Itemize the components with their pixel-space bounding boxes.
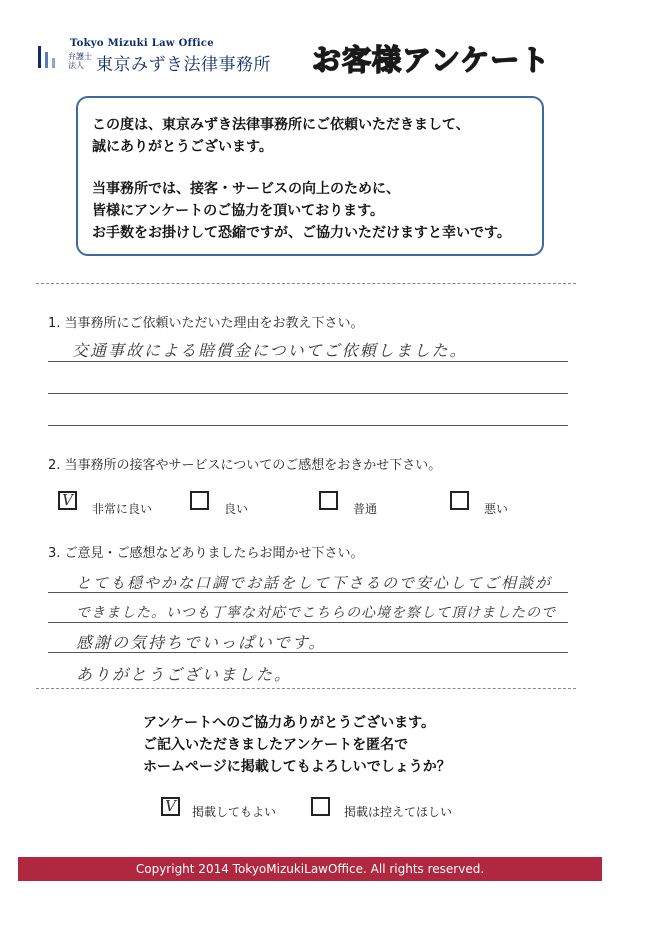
answer-line: [48, 361, 568, 362]
answer-3-handwritten-line: できました。いつも丁寧な対応でこちらの心境を察して頂けましたので: [76, 605, 556, 621]
intro-box: [76, 96, 544, 256]
survey-title: お客様アンケート: [312, 43, 551, 77]
firm-prefix: 弁護士法人: [68, 52, 92, 70]
firm-english-name: Tokyo Mizuki Law Office: [70, 38, 214, 49]
question-2: 2. 当事務所の接客やサービスについてのご感想をおきかせ下さい。: [48, 458, 442, 473]
intro-line: 当事務所では、接客・サービスの向上のために、: [92, 181, 400, 197]
answer-line: [48, 622, 568, 623]
checkbox-average[interactable]: [319, 491, 338, 510]
option-label-publish-ok: 掲載してもよい: [192, 805, 277, 819]
checkbox-very-good[interactable]: [58, 491, 77, 510]
option-label-average: 普通: [353, 502, 378, 516]
checkbox-bad[interactable]: [450, 491, 469, 510]
checkbox-publish-decline[interactable]: [311, 797, 330, 816]
checkbox-publish-ok[interactable]: V: [161, 797, 180, 816]
answer-line: [48, 652, 568, 653]
question-3: 3. ご意見・ご感想などありましたらお聞かせ下さい。: [48, 546, 364, 561]
intro-line: この度は、東京みずき法律事務所にご依頼いただきまして、: [92, 117, 470, 133]
option-label-good: 良い: [224, 502, 249, 516]
intro-line: 皆様にアンケートのご協力を頂いております。: [92, 203, 385, 219]
option-label-very-good: 非常に良い: [92, 502, 153, 516]
copyright-footer: Copyright 2014 TokyoMizukiLawOffice. All rights reserved.: [18, 857, 602, 881]
answer-3-handwritten-line: とても穏やかな口調でお話をして下さるので安心してご相談が: [76, 574, 553, 592]
check-mark: V: [62, 491, 73, 509]
checkbox-good[interactable]: [190, 491, 209, 510]
section-divider: [36, 283, 576, 284]
option-label-bad: 悪い: [484, 502, 509, 516]
answer-3-handwritten-line: 感謝の気持ちでいっぱいです。: [76, 633, 327, 652]
answer-line: [48, 592, 568, 593]
option-label-publish-decline: 掲載は控えてほしい: [344, 805, 453, 819]
intro-line: 誠にありがとうございます。: [92, 139, 273, 155]
answer-line: [48, 425, 568, 426]
answer-1-handwritten: 交通事故による賠償金についてご依頼しました。: [72, 341, 468, 360]
answer-line: [48, 393, 568, 394]
question-1: 1. 当事務所にご依頼いただいた理由をお教え下さい。: [48, 316, 364, 331]
closing-message: アンケートへのご協力ありがとうございます。 ご記入いただきましたアンケートを匿名で ホームページに掲載してもよろしいでしょうか？: [143, 715, 451, 775]
answer-3-handwritten-line: ありがとうございました。: [76, 665, 293, 684]
firm-name: 東京みずき法律事務所: [96, 55, 271, 75]
firm-logo-icon: [38, 42, 60, 68]
intro-line: お手数をお掛けして恐縮ですが、ご協力いただけますと幸いです。: [92, 225, 511, 241]
section-divider: [36, 688, 576, 689]
